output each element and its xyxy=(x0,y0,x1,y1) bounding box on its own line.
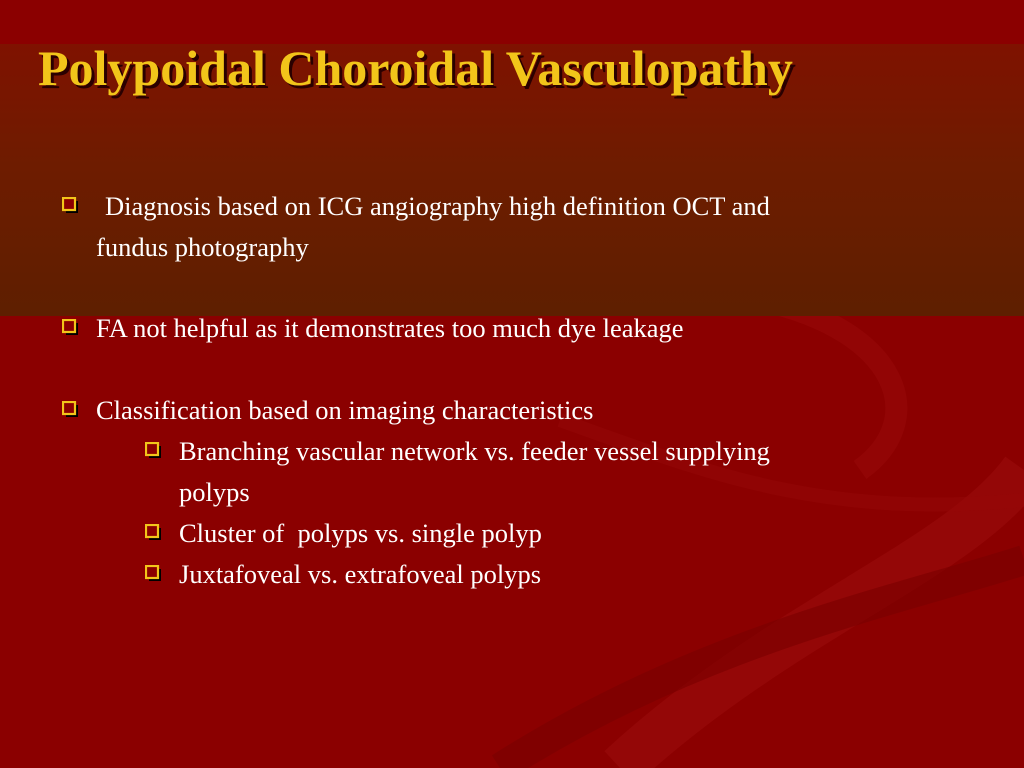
hollow-square-bullet-icon xyxy=(62,401,79,418)
bullet-line: Juxtafoveal vs. extrafoveal polyps xyxy=(179,559,542,589)
bullet-line: Diagnosis based on ICG angiography high definition OCT and xyxy=(105,191,770,221)
hollow-square-bullet-icon xyxy=(145,565,162,582)
bullet-line: fundus photography xyxy=(96,232,309,262)
bullet-item xyxy=(62,308,684,349)
bullet-line: Cluster of polyps vs. single polyp xyxy=(179,518,542,548)
sub-bullet-item xyxy=(145,431,770,513)
bullet-item xyxy=(62,390,593,431)
slide-title: Polypoidal Choroidal Vasculopathy xyxy=(38,40,793,96)
bullet-line: Branching vascular network vs. feeder vessel supplying xyxy=(179,436,770,466)
hollow-square-bullet-icon xyxy=(62,197,79,214)
bullet-line: FA not helpful as it demonstrates too much dye leakage xyxy=(96,313,684,343)
hollow-square-bullet-icon xyxy=(145,524,162,541)
hollow-square-bullet-icon xyxy=(145,442,162,459)
bullet-item xyxy=(62,186,770,268)
sub-bullet-item xyxy=(145,554,541,595)
sub-bullet-item xyxy=(145,513,542,554)
hollow-square-bullet-icon xyxy=(62,319,79,336)
bullet-line: polyps xyxy=(179,477,250,507)
bullet-line: Classification based on imaging characteristics xyxy=(96,395,594,425)
